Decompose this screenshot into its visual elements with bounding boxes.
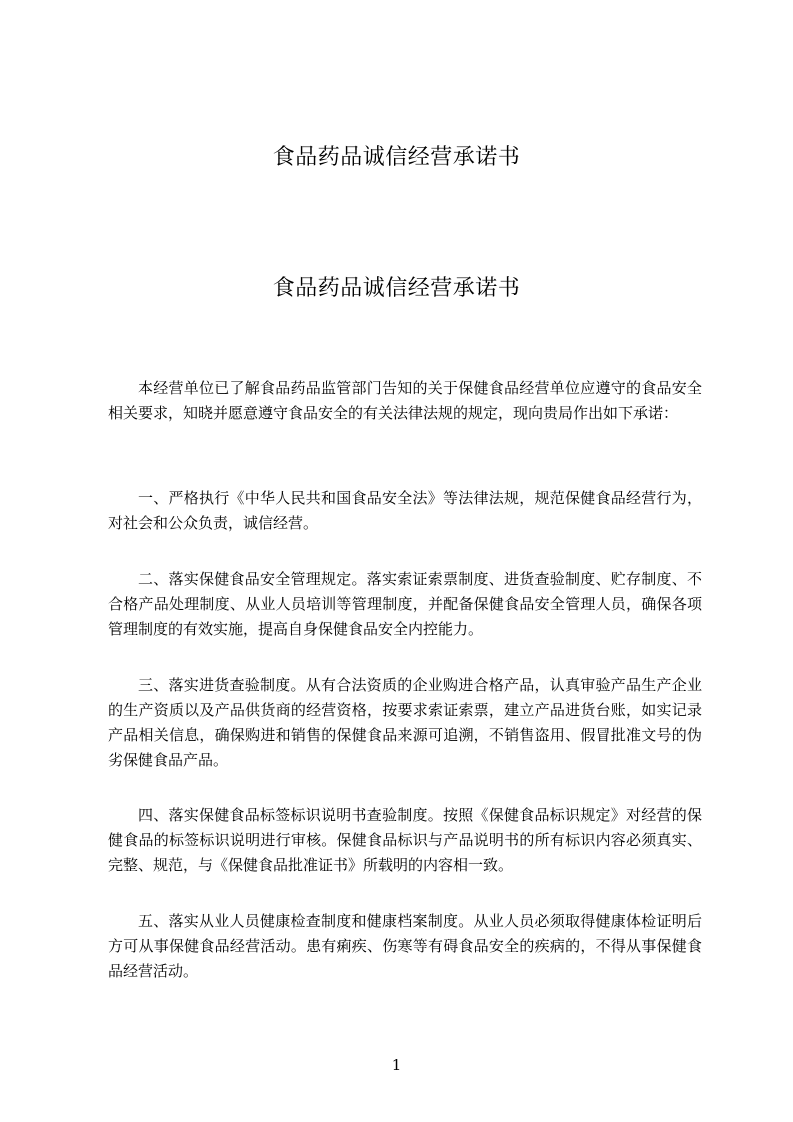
- page-title: 食品药品诚信经营承诺书: [272, 276, 521, 301]
- intro-paragraph: 本经营单位已了解食品药品监管部门告知的关于保健食品经营单位应遵守的食品安全相关要求，知晓并愿意遵守食品安全的有关法律法规的规定，现向贵局作出如下承诺：: [108, 379, 702, 422]
- commitment-paragraph-2: 二、落实保健食品安全管理规定。落实索证索票制度、进货查验制度、贮存制度、不合格产品处理制度、从业人员培训等管理制度，并配备保健食品安全管理人员，确保各项管理制度的有效实施，提高自身保健食品安全内控能力。: [108, 570, 702, 638]
- commitment-paragraph-4: 四、落实保健食品标签标识说明书查验制度。按照《保健食品标识规定》对经营的保健食品的标签标识说明进行审核。保健食品标识与产品说明书的所有标识内容必须真实、完整、规范，与《保健食品批准证书》所载明的内容相一致。: [108, 806, 702, 874]
- commitment-paragraph-5: 五、落实从业人员健康检查制度和健康档案制度。从业人员必须取得健康体检证明后方可从事保健食品经营活动。患有痢疾、伤寒等有碍食品安全的疾病的，不得从事保健食品经营活动。: [108, 912, 702, 980]
- commitment-paragraph-1: 一、严格执行《中华人民共和国食品安全法》等法律法规，规范保健食品经营行为，对社会和公众负责，诚信经营。: [108, 489, 702, 532]
- page-number: 1: [391, 1056, 402, 1074]
- commitment-paragraph-3: 三、落实进货查验制度。从有合法资质的企业购进合格产品，认真审验产品生产企业的生产资质以及产品供货商的经营资格，按要求索证索票，建立产品进货台账，如实记录产品相关信息，确保购进和销售的保健食品来源可追溯，不销售盗用、假冒批准文号的伪劣保健食品产品。: [108, 676, 702, 769]
- document-header-title: 食品药品诚信经营承诺书: [272, 145, 521, 170]
